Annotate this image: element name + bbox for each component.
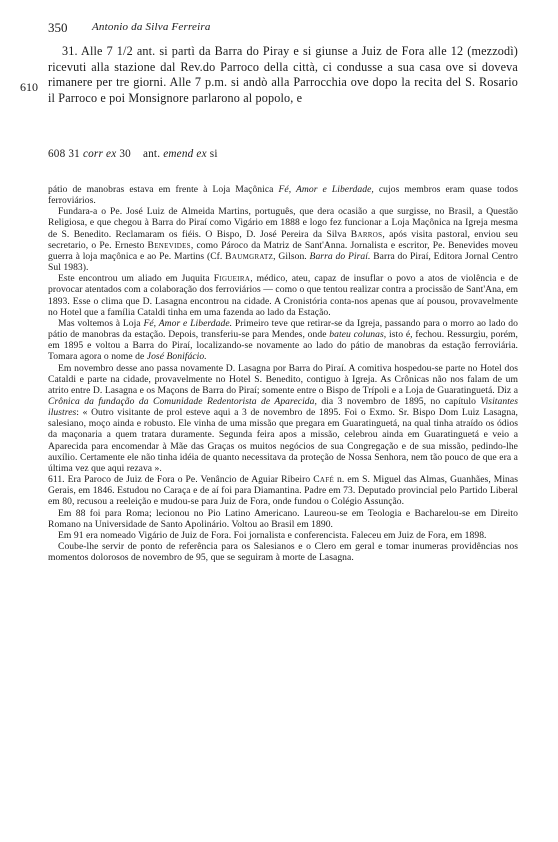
apparatus-entry bbox=[48, 148, 218, 160]
margin-line-number: 610 bbox=[20, 80, 38, 94]
apparatus-ref: 608 31 bbox=[48, 148, 80, 160]
note-paragraph: Fundara-a o Pe. José Luiz de Almeida Martins, português, que dera ocasião a que surgisse, no Brasil, a Questão Religiosa, e que chegou à Barra do Piraí como Vigário em 1888 e logo fez funcionar a Loja Maçônica na Igreja mesma de S. Benedito. Reclamaram os fiéis. O Bispo, D. José Pereira da Silva Barros, após visita pastoral, enviou seu secretario, o Pe. Ernesto Benevides, como Pároco da Matriz de Sant'Anna. Jornalista e escritor, Pe. Benevides moveu guerra à loja maçônica e ao Pe. Martins (Cf. Baumgratz, Gilson. Barra do Piraí. Barra do Piraí, Editora Jornal Centro Sul 1983). bbox=[48, 206, 519, 274]
main-text bbox=[48, 44, 518, 106]
running-head: Antonio da Silva Ferreira bbox=[92, 21, 211, 33]
apparatus-lemma: ant. bbox=[142, 148, 161, 160]
apparatus-corr: corr ex bbox=[82, 148, 117, 160]
note-611: 611. Era Paroco de Juiz de Fora o Pe. Venâncio de Aguiar Ribeiro Café n. em S. Miguel das Almas, Guanhães, Minas Gerais, em 1846. Estudou no Caraça e de aí foi para Diamantina. Padre em 73. Deputado provincial pelo Partido Liberal em 80, recusou a reeleição e mudou-se para Juiz de Fora, onde fundou o Colégio Assunção. bbox=[48, 474, 518, 508]
note-paragraph: Em novembro desse ano passa novamente D. Lasagna por Barra do Piraí. A comitiva hospedou-se parte no Hotel dos Cataldi e parte na cidade, provavelmente no Hotel S. Benedito, contiguo à Igreja. As Crônicas não nos falam de um atrito entre D. Lasagna e os Maçons de Barra do Piraí; somente entre o Bispo de Trípoli e a Loja de Guaratinguetá. Diz a Crônica da fundação da Comunidade Redentorista de Aparecida, dia 3 novembro de 1895, no capítulo Visitantes ilustres: « Outro visitante de prol esteve aqui a 3 de novembro de 1895. Foi o Exmo. Sr. Bispo Dom Luiz Lasagna, salesiano, moço ainda e robusto. Ele vinha de uma missão que pregara em Guaratinguetá, na qual tinha atraído os ódios da maçonaria a quem tratara duramente. Segunda feira apos a missão, celebrou ainda em Guaratinguetá e veio a Aparecida para encomendar à Mãe das Graças os muitos negócios de sua Congregação e de sua missão, pedindo-lhe auxílio. Certamente ele não tinha idéia de quanto necessitava da proteção de Nossa Senhora, nem tão pouco de que era a última vez que aqui rezava ». bbox=[48, 362, 519, 474]
main-paragraph: 31. Alle 7 1/2 ant. si partì da Barra do Piray e si giunse a Juiz de Fora alle 12 (mezzodì) ricevuti alla stazione dal Rev.do Parroco della città, ci condusse a sua casa ove si doveva rimanere per tre giorni. Alle 7 p.m. si andò alla Parrocchia ove dopo la recita del S. Rosario il Parroco e poi Monsignore parlarono al popolo, e bbox=[48, 44, 518, 105]
apparatus-reading: si bbox=[209, 148, 218, 160]
critical-apparatus bbox=[48, 148, 518, 160]
apparatus-value: 30 bbox=[119, 148, 131, 160]
note-paragraph: Em 88 foi para Roma; lecionou no Pio Latino Americano. Laureou-se em Teologia e Bacharelou-se em Direito Romano na Universidade de Santo Apolinário. Voltou ao Brasil em 1890. bbox=[48, 507, 518, 530]
page-number: 350 bbox=[48, 20, 68, 35]
page-header bbox=[48, 20, 518, 36]
note-paragraph: Mas voltemos à Loja Fé, Amor e Liberdade. Primeiro teve que retirar-se da Igreja, passando para o morro ao lado do pátio de manobras da estação. Depois, transferiu-se para Mendes, onde bateu colunas, isto é, fechou. Ressurgiu, porém, em 1895 e voltou a Barra do Piraí, localizando-se novamente ao lado do pátio de manobras da estação ferroviária. Tomara agora o nome de José Bonifácio. bbox=[48, 317, 519, 363]
note-paragraph: pátio de manobras estava em frente à Loja Maçônica Fé, Amor e Liberdade, cujos membros eram quase todos ferroviários. bbox=[48, 184, 518, 207]
apparatus-emend: emend ex bbox=[163, 148, 207, 160]
note-paragraph: Coube-lhe servir de ponto de referência para os Salesianos e o Clero em geral e tomar inumeras providências nos momentos dolorosos de novembro de 95, que se seguiram à morte de Lasagna. bbox=[48, 541, 518, 564]
footnotes bbox=[48, 184, 518, 563]
note-paragraph: Este encontrou um aliado em Juquita Figueira, médico, ateu, capaz de insuflar o povo a atos de violência e de provocar atentados com a colaboração dos ferroviários — como o que tentou realizar contra a procissão de Sant'Ana, em 1893. Esse o clima que D. Lasagna encontrou na cidade. A Cronistória conta-nos apenas que aí pousou, provavelmente no Hotel que a família Cataldi tinha em uma fazenda ao lado da Estação. bbox=[48, 273, 518, 318]
note-paragraph: Em 91 era nomeado Vigário de Juiz de Fora. Foi jornalista e conferencista. Faleceu em Juiz de Fora, em 1898. bbox=[58, 529, 487, 541]
